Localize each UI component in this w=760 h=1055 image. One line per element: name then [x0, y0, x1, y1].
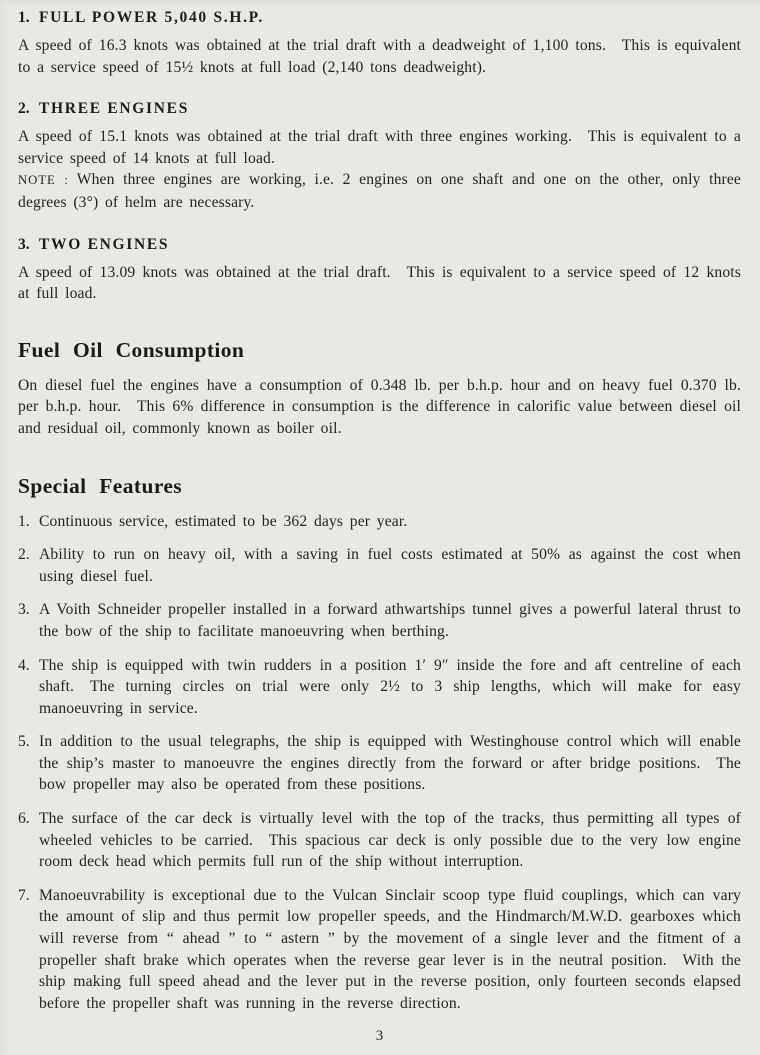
list-item-text: Ability to run on heavy oil, with a saving in fuel costs estimated at 50% as against the cost when using diesel fuel.: [39, 546, 741, 585]
list-item: [18, 731, 741, 796]
section-three-engines: [18, 99, 741, 213]
section-two-engines: [18, 235, 741, 305]
note-label: NOTE :: [18, 173, 69, 188]
list-item: [18, 511, 741, 533]
list-item-number: 4.: [18, 656, 30, 674]
list-item-number: 6.: [18, 810, 30, 828]
section-title: THREE ENGINES: [39, 100, 190, 118]
section-number: 1.: [18, 9, 30, 26]
section-heading: [18, 235, 741, 255]
list-item-text: Continuous service, estimated to be 362 days per year.: [39, 512, 408, 530]
list-item: [18, 599, 741, 642]
special-features-heading: Special Features: [18, 473, 183, 498]
special-features-list: [18, 511, 741, 1015]
fuel-oil-consumption-block: [18, 337, 741, 440]
note-text: When three engines are working, i.e. 2 engines on one shaft and one on the other, only three degrees (3°) of helm are necessary.: [18, 171, 742, 211]
section-paragraph: A speed of 16.3 knots was obtained at the trial draft with a deadweight of 1,100 tons. This is equivalent to a service speed of 15½ knots at full load (2,140 tons deadweight).: [18, 37, 741, 76]
list-item-text: The surface of the car deck is virtually level with the top of the tracks, thus permitting all types of wheeled vehicles to be carried. This spacious car deck is only possible due to the very low engine room deck head which permits full run of the ship without interruption.: [39, 810, 741, 871]
list-item: [18, 885, 741, 1015]
list-item-number: 2.: [18, 546, 30, 564]
list-item: [18, 544, 741, 587]
section-full-power: [18, 8, 741, 78]
list-item-text: Manoeuvrability is exceptional due to the Vulcan Sinclair scoop type fluid couplings, which can vary the amount of slip and thus permit low propeller speeds, and the Hindmarch/M.W.D. gearboxes which will reverse from “ ahead ” to “ astern ” by the movement of a single lever and the fitment of a propeller shaft brake which operates when the reverse gear lever is in the neutral position. With the ship making full speed ahead and the lever put in the reverse position, only fourteen seconds elapsed before the propeller shaft was running in the reverse direction.: [39, 886, 741, 1012]
section-number: 2.: [18, 100, 30, 118]
list-item-number: 7.: [18, 886, 30, 904]
list-item: [18, 808, 741, 873]
section-note: [18, 169, 741, 213]
list-item-text: In addition to the usual telegraphs, the ship is equipped with Westinghouse control which will enable the ship’s master to manoeuvre the engines directly from the forward or after bridge positions. The bow propeller may also be operated from these positions.: [39, 733, 741, 794]
section-title: TWO ENGINES: [39, 235, 170, 253]
section-heading: [18, 99, 741, 119]
list-item-text: The ship is equipped with twin rudders in a position 1′ 9″ inside the fore and aft centreline of each shaft. The turning circles on trial were only 2½ to 3 ship lengths, which will make for easy manoeuvring in service.: [39, 656, 741, 717]
fuel-oil-paragraph: On diesel fuel the engines have a consumption of 0.348 lb. per b.h.p. hour and on heavy fuel 0.370 lb. per b.h.p. hour. This 6% difference in consumption is the difference in calorific value between diesel oil and residual oil, commonly known as boiler oil.: [18, 376, 741, 437]
list-item-number: 1.: [18, 512, 30, 530]
fuel-oil-heading: Fuel Oil Consumption: [18, 337, 245, 362]
section-paragraph: A speed of 15.1 knots was obtained at the trial draft with three engines working. This is equivalent to a service speed of 14 knots at full load.: [18, 128, 741, 167]
special-features-block: [18, 473, 741, 1015]
list-item-text: A Voith Schneider propeller installed in a forward athwartships tunnel gives a powerful lateral thrust to the bow of the ship to facilitate manoeuvring when berthing.: [39, 601, 741, 640]
section-heading: [18, 8, 741, 28]
section-title: FULL POWER 5,040 S.H.P.: [39, 9, 264, 26]
page-number: 3: [375, 1028, 384, 1045]
list-item: [18, 655, 741, 720]
list-item-number: 3.: [18, 601, 30, 619]
section-number: 3.: [18, 235, 30, 253]
list-item-number: 5.: [18, 733, 30, 751]
section-paragraph: A speed of 13.09 knots was obtained at the trial draft. This is equivalent to a service speed of 12 knots at full load.: [18, 263, 741, 303]
